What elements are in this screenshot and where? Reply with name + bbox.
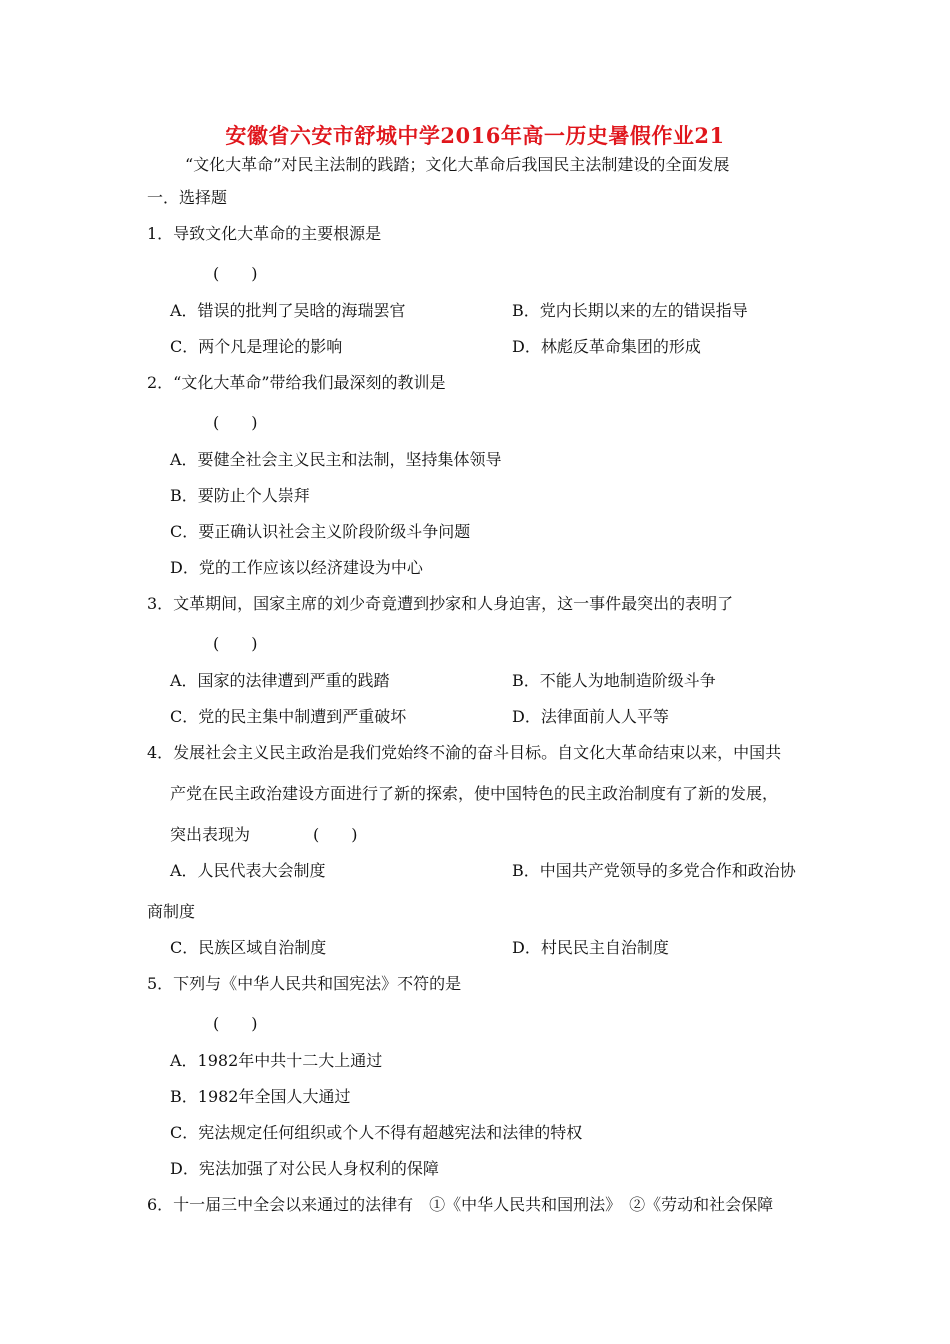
question-5-stem: 5．下列与《中华人民共和国宪法》不符的是	[147, 974, 462, 993]
question-2-option-c: C．要正确认识社会主义阶段阶级斗争问题	[170, 522, 471, 541]
question-1-option-c: C．两个凡是理论的影响	[170, 337, 343, 356]
question-1-stem: 1．导致文化大革命的主要根源是	[147, 224, 382, 243]
question-3-answer-blank: ( )	[213, 634, 258, 653]
document-title: 安徽省六安市舒城中学2016年高一历史暑假作业21	[225, 123, 725, 148]
question-4-option-d: D．村民民主自治制度	[512, 938, 669, 957]
question-5-option-c: C．宪法规定任何组织或个人不得有超越宪法和法律的特权	[170, 1123, 583, 1142]
question-2-stem: 2．“文化大革命”带给我们最深刻的教训是	[147, 373, 446, 392]
section-heading: 一．选择题	[147, 188, 228, 207]
question-4-option-b: B．中国共产党领导的多党合作和政治协	[512, 861, 796, 880]
question-2-option-a: A．要健全社会主义民主和法制，坚持集体领导	[170, 450, 502, 469]
question-2-option-b: B．要防止个人崇拜	[170, 486, 310, 505]
question-4-answer-blank: ( )	[313, 825, 358, 844]
question-5-option-d: D．宪法加强了对公民人身权利的保障	[170, 1159, 439, 1178]
question-2-answer-blank: ( )	[213, 413, 258, 432]
question-4-option-c: C．民族区域自治制度	[170, 938, 327, 957]
question-3-option-c: C．党的民主集中制遭到严重破坏	[170, 707, 407, 726]
question-3-stem: 3．文革期间，国家主席的刘少奇竟遭到抄家和人身迫害，这一事件最突出的表明了	[147, 594, 734, 613]
question-5-answer-blank: ( )	[213, 1014, 258, 1033]
question-1-option-b: B．党内长期以来的左的错误指导	[512, 301, 748, 320]
question-2-option-d: D．党的工作应该以经济建设为中心	[170, 558, 423, 577]
question-4-stem-line-3: 突出表现为	[170, 825, 251, 844]
question-4-option-b-wrap: 商制度	[147, 902, 196, 921]
question-4-option-a: A．人民代表大会制度	[170, 861, 326, 880]
question-4-stem-line-2: 产党在民主政治建设方面进行了新的探索，使中国特色的民主政治制度有了新的发展，	[170, 784, 779, 803]
question-5-option-a: A．1982年中共十二大上通过	[170, 1051, 383, 1070]
question-1-option-d: D．林彪反革命集团的形成	[512, 337, 701, 356]
question-1-answer-blank: ( )	[213, 264, 258, 283]
question-3-option-b: B．不能人为地制造阶级斗争	[512, 671, 716, 690]
question-3-option-a: A．国家的法律遭到严重的践踏	[170, 671, 390, 690]
question-1-option-a: A．错误的批判了吴晗的海瑞罢官	[170, 301, 406, 320]
question-6-stem: 6．十一届三中全会以来通过的法律有 ①《中华人民共和国刑法》 ②《劳动和社会保障	[147, 1195, 774, 1214]
document-subtitle: “文化大革命”对民主法制的践踏；文化大革命后我国民主法制建设的全面发展	[185, 155, 730, 174]
question-5-option-b: B．1982年全国人大通过	[170, 1087, 351, 1106]
question-4-stem: 4．发展社会主义民主政治是我们党始终不渝的奋斗目标。自文化大革命结束以来，中国共	[147, 743, 782, 762]
question-3-option-d: D．法律面前人人平等	[512, 707, 669, 726]
